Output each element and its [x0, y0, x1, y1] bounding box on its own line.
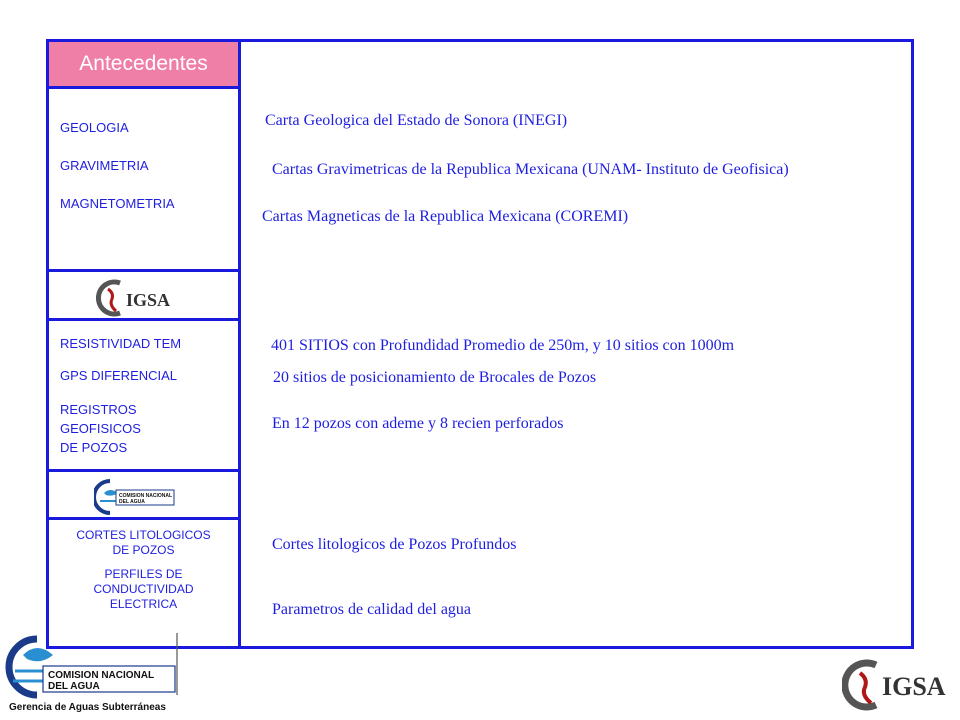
sidebar-item-gps: GPS DIFERENCIAL [60, 368, 178, 383]
svg-text:COMISION NACIONAL: COMISION NACIONAL [119, 493, 173, 499]
sidebar-item-gravimetria: GRAVIMETRIA [60, 158, 149, 173]
main-item-cartas-gravimetricas: Cartas Gravimetricas de la Republica Mexicana (UNAM- Instituto de Geofisica) [272, 161, 789, 178]
svg-text:DEL AGUA: DEL AGUA [48, 681, 100, 692]
svg-text:DEL AGUA: DEL AGUA [119, 499, 145, 505]
igsa-logo-large [842, 659, 960, 711]
divider [46, 269, 241, 272]
main-item-pozos: En 12 pozos con ademe y 8 recien perforados [272, 415, 564, 432]
svg-text:COMISION NACIONAL: COMISION NACIONAL [48, 670, 155, 681]
sidebar-item-perfiles: PERFILES DE CONDUCTIVIDAD ELECTRICA [93, 567, 194, 611]
main-item-carta-geologica: Carta Geologica del Estado de Sonora (INEGI) [265, 112, 568, 129]
sidebar-item-magnetometria: MAGNETOMETRIA [60, 196, 175, 211]
cna-logo-large [3, 633, 183, 699]
page-title: Antecedentes [49, 42, 238, 86]
cna-subtitle: Gerencia de Aguas Subterráneas [9, 702, 166, 713]
main-item-sitios-gps: 20 sitios de posicionamiento de Brocales de Pozos [273, 369, 597, 386]
main-item-cortes: Cortes litologicos de Pozos Profundos [272, 536, 517, 553]
sidebar-item-registros: REGISTROS GEOFISICOS DE POZOS [60, 402, 141, 455]
divider [46, 517, 241, 520]
igsa-logo-large-text: IGSA [882, 672, 946, 701]
column-divider [238, 39, 241, 649]
divider [46, 86, 241, 89]
sidebar-item-cortes: CORTES LITOLOGICOS DE POZOS [76, 528, 211, 557]
cna-logo [94, 479, 178, 515]
main-item-cartas-magneticas: Cartas Magneticas de la Republica Mexicana (COREMI) [262, 208, 629, 225]
igsa-logo [96, 279, 186, 317]
divider [46, 318, 241, 321]
sidebar-item-geologia: GEOLOGIA [60, 120, 129, 135]
main-item-sitios-tem: 401 SITIOS con Profundidad Promedio de 250m, y 10 sitios con 1000m [271, 337, 735, 354]
main-item-calidad: Parametros de calidad del agua [272, 601, 472, 618]
divider [46, 469, 241, 472]
sidebar-item-resistividad: RESISTIVIDAD TEM [60, 336, 182, 351]
igsa-logo-text: IGSA [126, 290, 171, 310]
